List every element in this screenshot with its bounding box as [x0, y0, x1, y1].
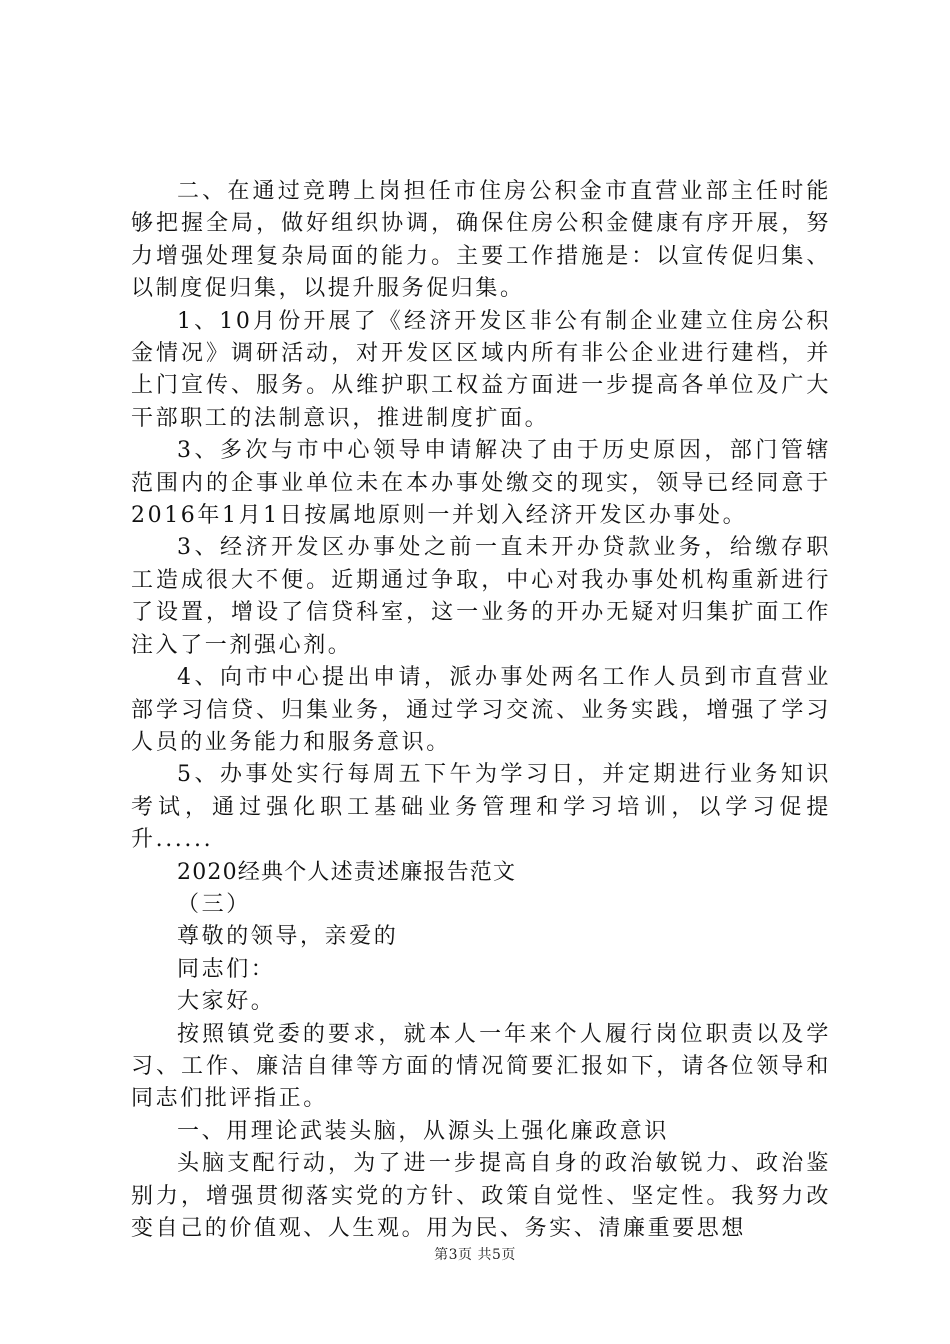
- paragraph-item-3a: 3、多次与市中心领导申请解决了由于历史原因，部门管辖范围内的企事业单位未在本办事处缴交的现实，领导已经同意于2016年1月1日按属地原则一并划入经济开发区办事处。: [131, 438, 831, 529]
- paragraph-section-one-body: 头脑支配行动，为了进一步提高自身的政治敏锐力、政治鉴别力，增强贯彻落实党的方针、政策自觉性、坚定性。我努力改变自己的价值观、人生观。用为民、务实、清廉重要思想: [131, 1151, 831, 1241]
- paragraph-item-3b: 3、经济开发区办事处之前一直未开办贷款业务，给缴存职工造成很大不便。近期通过争取，中心对我办事处机构重新进行了设置，增设了信贷科室，这一业务的开办无疑对归集扩面工作注入了一剂强心剂。: [131, 535, 831, 658]
- paragraph-intro: 按照镇党委的要求，就本人一年来个人履行岗位职责以及学习、工作、廉洁自律等方面的情况简要汇报如下，请各位领导和同志们批评指正。: [131, 1021, 831, 1112]
- paragraph-item-4: 4、向市中心提出申请，派办事处两名工作人员到市直营业部学习信贷、归集业务，通过学习交流、业务实践，增强了学习人员的业务能力和服务意识。: [131, 665, 831, 755]
- report-title: 2020经典个人述责述廉报告范文: [177, 859, 517, 885]
- page-number-footer: 第3页 共5页: [434, 1247, 516, 1263]
- salutation-line-2: 同志们：: [177, 956, 276, 982]
- document-body: [131, 176, 831, 1245]
- paragraph-item-5: 5、办事处实行每周五下午为学习日，并定期进行业务知识考试，通过强化职工基础业务管理和学习培训，以学习促提升......: [131, 762, 831, 853]
- salutation-line-1: 尊敬的领导，亲爱的: [177, 924, 399, 950]
- paragraph-section-two: 二、在通过竞聘上岗担任市住房公积金市直营业部主任时能够把握全局，做好组织协调，确保住房公积金健康有序开展，努力增强处理复杂局面的能力。主要工作措施是：以宣传促归集、以制度促归集，以提升服务促归集。: [131, 179, 831, 302]
- paragraph-item-1: 1、10月份开展了《经济开发区非公有制企业建立住房公积金情况》调研活动，对开发区区域内所有非公企业进行建档，并上门宣传、服务。从维护职工权益方面进一步提高各单位及广大干部职工的法制意识，推进制度扩面。: [131, 308, 831, 431]
- greeting: 大家好。: [177, 989, 276, 1015]
- section-heading-one: 一、用理论武装头脑，从源头上强化廉政意识: [177, 1118, 670, 1144]
- report-part-number: （三）: [177, 891, 251, 917]
